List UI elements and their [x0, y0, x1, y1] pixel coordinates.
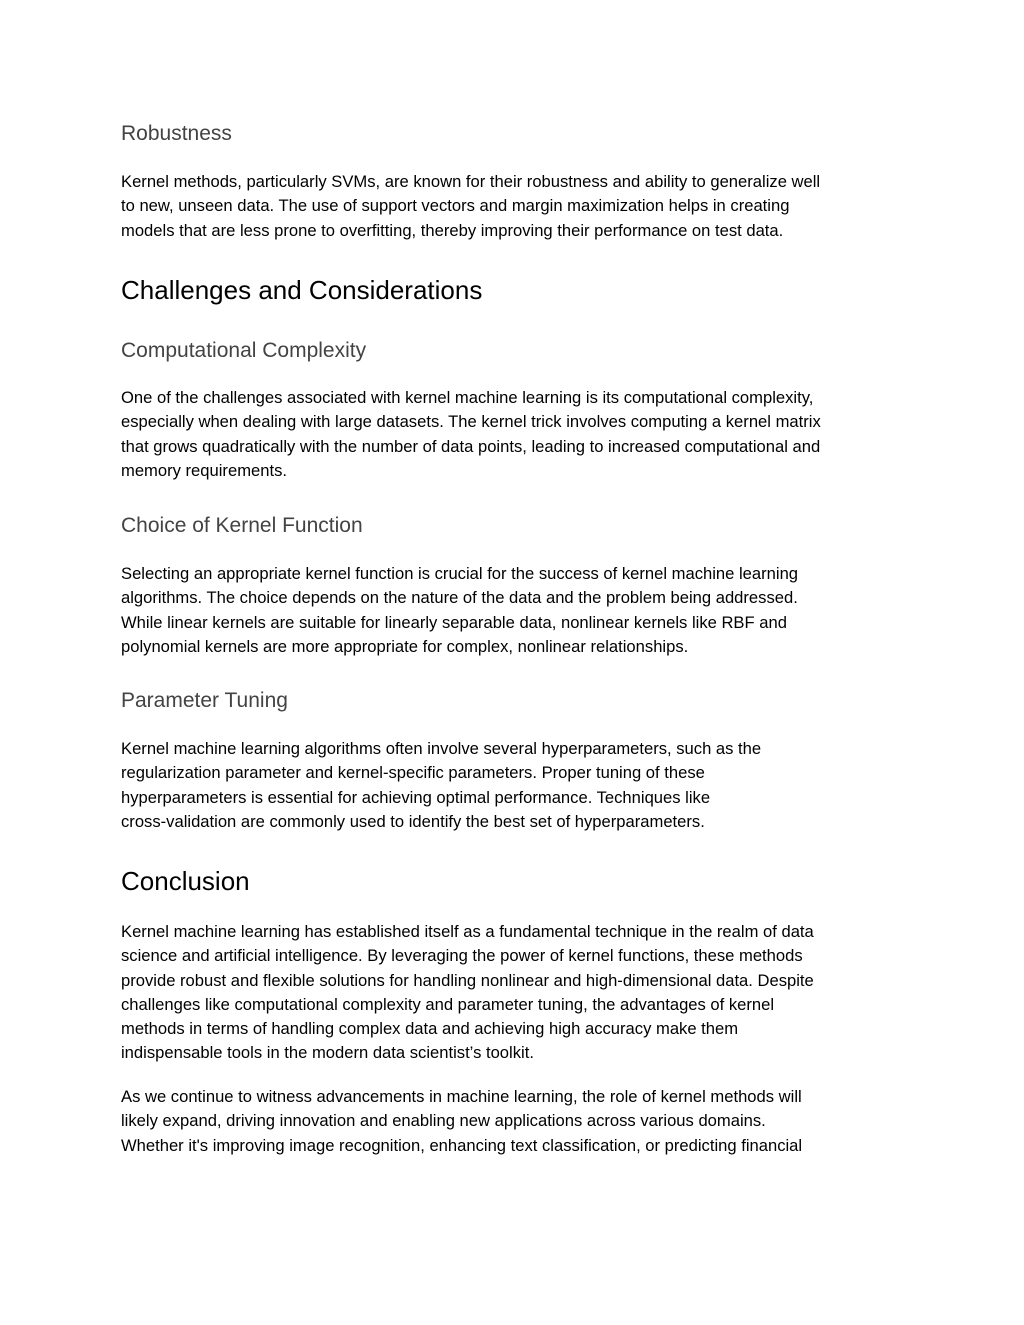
text-line: Whether it's improving image recognition, enhancing text classification, or predicting financial — [121, 1135, 803, 1155]
text-line: algorithms. The choice depends on the nature of the data and the problem being addressed. — [121, 588, 798, 608]
heading-conclusion: Conclusion — [121, 866, 250, 896]
paragraph-robustness — [121, 170, 911, 243]
text-line: Kernel methods, particularly SVMs, are known for their robustness and ability to generalize well — [121, 172, 821, 191]
text-line: science and artificial intelligence. By leveraging the power of kernel functions, these methods — [121, 946, 803, 966]
text-line: methods in terms of handling complex data and achieving high accuracy make them — [121, 1019, 739, 1039]
text-line: Selecting an appropriate kernel function is crucial for the success of kernel machine learning — [121, 564, 799, 583]
paragraph-conclusion-1 — [121, 920, 911, 1066]
paragraph-choice-of-kernel — [121, 562, 911, 659]
text-line: cross-validation are commonly used to identify the best set of hyperparameters. — [121, 811, 705, 831]
text-line: polynomial kernels are more appropriate for complex, nonlinear relationships. — [121, 636, 689, 656]
text-line: especially when dealing with large datasets. The kernel trick involves computing a kernel matrix — [121, 412, 821, 432]
text-line: models that are less prone to overfitting, thereby improving their performance on test data. — [121, 220, 784, 240]
text-line: provide robust and flexible solutions for handling nonlinear and high-dimensional data. Despite — [121, 970, 814, 990]
paragraph-parameter-tuning — [121, 737, 911, 834]
heading-robustness: Robustness — [121, 122, 232, 145]
text-line: hyperparameters is essential for achieving optimal performance. Techniques like — [121, 787, 711, 807]
heading-choice-of-kernel: Choice of Kernel Function — [121, 514, 363, 537]
heading-parameter-tuning: Parameter Tuning — [121, 689, 288, 712]
text-line: challenges like computational complexity and parameter tuning, the advantages of kernel — [121, 994, 775, 1014]
paragraph-computational-complexity — [121, 386, 911, 483]
text-line: likely expand, driving innovation and enabling new applications across various domains. — [121, 1111, 766, 1131]
text-line: Kernel machine learning has established itself as a fundamental technique in the realm of data — [121, 922, 814, 941]
paragraph-conclusion-2 — [121, 1085, 911, 1158]
text-line: One of the challenges associated with kernel machine learning is its computational complexity, — [121, 388, 814, 407]
text-line: that grows quadratically with the number of data points, leading to increased computational and — [121, 436, 821, 456]
text-line: regularization parameter and kernel-specific parameters. Proper tuning of these — [121, 763, 705, 783]
text-line: memory requirements. — [121, 460, 287, 480]
text-line: As we continue to witness advancements in machine learning, the role of kernel methods will — [121, 1087, 802, 1106]
text-line: While linear kernels are suitable for linearly separable data, nonlinear kernels like RBF and — [121, 612, 787, 632]
text-line: indispensable tools in the modern data scientist’s toolkit. — [121, 1043, 534, 1063]
text-line: to new, unseen data. The use of support vectors and margin maximization helps in creating — [121, 196, 790, 216]
heading-challenges: Challenges and Considerations — [121, 275, 483, 305]
text-line: Kernel machine learning algorithms often involve several hyperparameters, such as the — [121, 739, 762, 758]
heading-computational-complexity: Computational Complexity — [121, 339, 367, 362]
